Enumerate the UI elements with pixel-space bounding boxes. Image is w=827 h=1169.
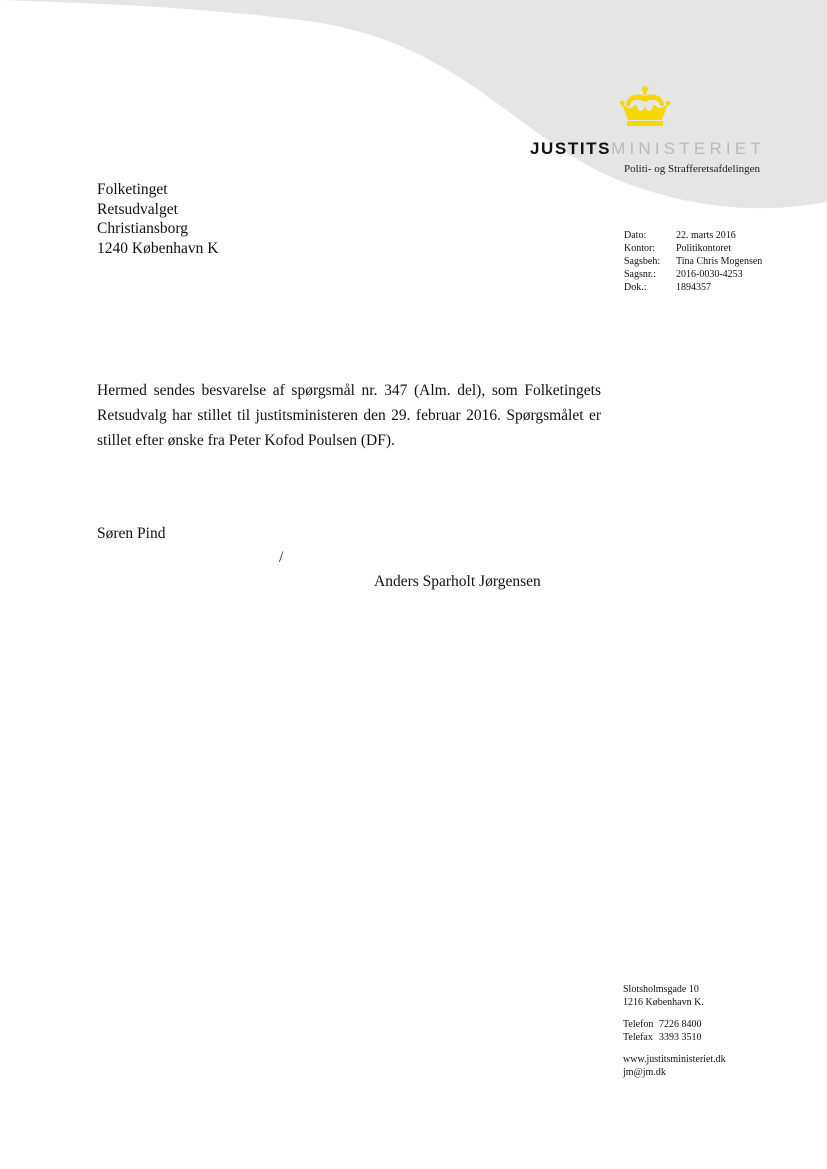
footer-phone-row bbox=[623, 1019, 726, 1032]
meta-row-document bbox=[624, 281, 762, 294]
document-metadata bbox=[624, 229, 762, 294]
logo-text-light: MINISTERIET bbox=[611, 139, 765, 158]
meta-label: Dok.: bbox=[624, 282, 647, 293]
meta-row-date bbox=[624, 229, 762, 242]
recipient-line: 1240 København K bbox=[97, 239, 219, 257]
phone-label: Telefon bbox=[623, 1019, 654, 1030]
meta-value: Politikontoret bbox=[676, 243, 731, 254]
signature-official: Anders Sparholt Jørgensen bbox=[374, 573, 541, 590]
meta-row-case-number bbox=[624, 268, 762, 281]
fax-number: 3393 3510 bbox=[659, 1031, 702, 1043]
phone-number: 7226 8400 bbox=[659, 1019, 702, 1030]
footer-city: 1216 København K. bbox=[623, 996, 704, 1008]
footer-fax-row bbox=[623, 1032, 726, 1045]
letter-body: Hermed sendes besvarelse af spørgsmål nr. 347 (Alm. del), som Folketingets Retsudvalg har stillet til justitsministeren den 29. februar 2016. Spørgsmålet er stillet efter ønske fra Peter Kofod Poulsen (DF). bbox=[97, 382, 601, 449]
recipient-line: Retsudvalget bbox=[97, 200, 178, 218]
meta-label: Dato: bbox=[624, 230, 647, 241]
contact-footer bbox=[623, 984, 726, 1079]
signature-minister: Søren Pind bbox=[97, 525, 166, 542]
logo-text-bold: JUSTITS bbox=[530, 139, 612, 158]
footer-street: Slotsholmsgade 10 bbox=[623, 984, 699, 995]
meta-value: 2016-0030-4253 bbox=[676, 269, 743, 280]
crown-logo-icon bbox=[618, 86, 672, 130]
recipient-line: Christiansborg bbox=[97, 220, 188, 237]
department-name: Politi- og Strafferetsafdelingen bbox=[624, 163, 761, 175]
meta-label: Kontor: bbox=[624, 243, 656, 254]
recipient-address bbox=[97, 180, 218, 258]
fax-label: Telefax bbox=[623, 1031, 653, 1043]
meta-label: Sagsbeh: bbox=[624, 256, 661, 267]
signature-separator: / bbox=[279, 549, 284, 566]
email-link[interactable]: jm@jm.dk bbox=[623, 1066, 666, 1078]
meta-value: 1894357 bbox=[676, 282, 711, 293]
website-link[interactable]: www.justitsministeriet.dk bbox=[623, 1054, 726, 1065]
meta-row-case-officer bbox=[624, 255, 762, 268]
meta-label: Sagsnr.: bbox=[624, 269, 656, 280]
meta-value: Tina Chris Mogensen bbox=[676, 256, 763, 267]
recipient-line: Folketinget bbox=[97, 181, 168, 198]
meta-value: 22. marts 2016 bbox=[676, 230, 736, 241]
justitsministeriet-logo bbox=[530, 139, 765, 159]
meta-row-office bbox=[624, 242, 762, 255]
